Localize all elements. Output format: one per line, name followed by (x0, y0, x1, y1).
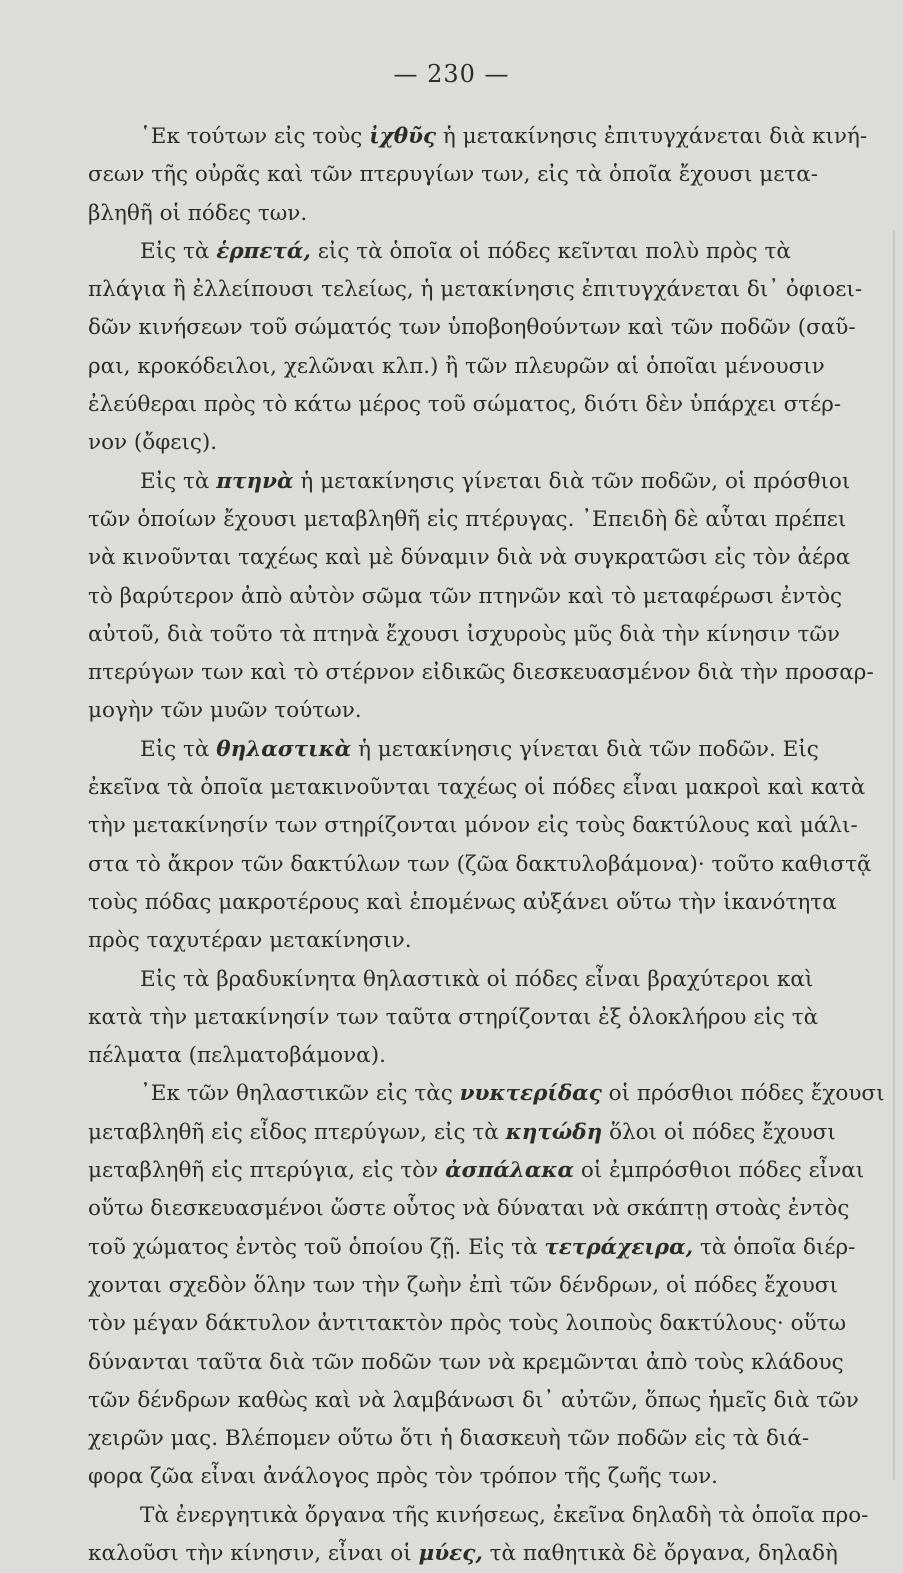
text-line (88, 348, 868, 386)
text-segment: ραι, κροκόδειλοι, χελῶναι κλπ.) ἢ τῶν πλευρῶν αἱ ὁποῖαι μένουσιν (88, 353, 825, 379)
text-line (88, 1458, 868, 1496)
text-line (88, 118, 868, 156)
text-line (88, 195, 868, 233)
text-segment: ὅλοι οἱ πόδες ἔχουσι (602, 1119, 836, 1145)
text-line (88, 1229, 868, 1267)
text-segment: ᾿Εκ τῶν θηλαστικῶν εἰς τὰς (140, 1081, 460, 1107)
text-segment: τοὺς πόδας μακροτέρους καὶ ἑπομένως αὐξάνει οὕτω τὴν ἱκανότητα (88, 889, 837, 915)
text-segment: νον (ὄφεις). (88, 430, 218, 456)
text-segment: καλοῦσι τὴν κίνησιν, εἶναι οἱ (88, 1540, 419, 1566)
text-line (88, 922, 868, 960)
text-segment: πτερύγων των καὶ τὸ στέρνον εἰδικῶς διεσκευασμένον διὰ τὴν προσαρ- (88, 660, 874, 686)
text-line (88, 1152, 868, 1190)
emphasized-term: πτηνὰ (216, 468, 294, 494)
emphasized-term: νυκτερίδας (459, 1081, 602, 1107)
text-segment: ἡ μετακίνησις ἐπιτυγχάνεται διὰ κινή- (436, 124, 868, 149)
text-line (88, 731, 868, 769)
text-line (88, 156, 868, 194)
text-line (88, 692, 868, 730)
text-segment: χειρῶν μας. Βλέπομεν οὕτω ὅτι ἡ διασκευὴ τῶν ποδῶν εἰς τὰ διά- (88, 1426, 810, 1452)
text-line (88, 846, 872, 884)
text-line (88, 1344, 868, 1382)
text-line (88, 1420, 868, 1458)
text-segment: φορα ζῶα εἶναι ἀνάλογος πρὸς τὸν τρόπον τῆς ζωῆς των. (88, 1464, 719, 1490)
text-line (88, 1382, 868, 1420)
text-segment: εἰς τὰ ὁποῖα οἱ πόδες κεῖνται πολὺ πρὸς τὰ (310, 238, 791, 264)
text-segment: οὕτω διεσκευασμένοι ὥστε οὗτος νὰ δύναται νὰ σκάπτῃ στοὰς ἐντὸς (88, 1196, 850, 1222)
text-line (88, 309, 868, 347)
text-line (88, 1305, 868, 1343)
text-segment: τὴν μετακίνησίν των στηρίζονται μόνον εἰς τοὺς δακτύλους καὶ μάλι- (88, 813, 858, 839)
text-line (88, 463, 868, 501)
text-line (88, 1037, 868, 1075)
page-number: — 230 — (393, 60, 510, 88)
text-segment: αὐτοῦ, διὰ τοῦτο τὰ πτηνὰ ἔχουσι ἰσχυροὺς μῦς διὰ τὴν κίνησιν τῶν (88, 621, 840, 647)
text-segment: νὰ κινοῦνται ταχέως καὶ μὲ δύναμιν διὰ νὰ συγκρατῶσι εἰς τὸν ἀέρα (88, 545, 851, 571)
text-line (88, 501, 868, 539)
page-edge-shadow (893, 230, 895, 1480)
text-segment: Τὰ ἐνεργητικὰ ὄργανα τῆς κινήσεως, ἐκεῖνα δηλαδὴ τὰ ὁποῖα προ- (140, 1502, 869, 1528)
text-segment: ἐκεῖνα τὰ ὁποῖα μετακινοῦνται ταχέως οἱ πόδες εἶναι μακροὶ καὶ κατὰ (88, 775, 866, 801)
text-segment: πλάγια ἢ ἐλλείπουσι τελείως, ἡ μετακίνησις ἐπιτυγχάνεται δι᾽ ὀφιοει- (88, 277, 863, 303)
text-segment: βληθῆ οἱ πόδες των. (88, 200, 308, 226)
text-segment: στα τὸ ἄκρον τῶν δακτύλων των (ζῶα δακτυλοβάμονα)· τοῦτο καθιστᾷ (88, 851, 872, 877)
text-line (88, 1190, 868, 1228)
text-segment: οἱ πρόσθιοι πόδες ἔχουσι (601, 1081, 885, 1107)
text-line (88, 999, 868, 1037)
text-line (88, 769, 868, 807)
text-line (88, 1267, 868, 1305)
text-segment: τὸν μέγαν δάκτυλον ἀντιτακτὸν πρὸς τοὺς λοιποὺς δακτύλους· οὕτω (88, 1311, 847, 1337)
text-segment: δῶν κινήσεων τοῦ σώματός των ὑποβοηθούντων καὶ τῶν ποδῶν (σαῦ- (88, 315, 856, 341)
emphasized-term: μύες, (418, 1540, 483, 1566)
text-line (88, 654, 874, 692)
text-segment: Εἰς τὰ (140, 736, 217, 762)
text-segment: κατὰ τὴν μετακίνησίν των ταῦτα στηρίζονται ἐξ ὁλοκλήρου εἰς τὰ (88, 1004, 819, 1030)
text-line (88, 233, 868, 271)
text-segment: πρὸς ταχυτέραν μετακίνησιν. (88, 928, 412, 954)
text-line (88, 539, 868, 577)
text-segment: ῾Εκ τούτων εἰς τοὺς (140, 124, 370, 149)
emphasized-term: ἀσπάλακα (445, 1158, 575, 1184)
text-line (88, 616, 868, 654)
text-segment: ἡ μετακίνησις γίνεται διὰ τῶν ποδῶν, οἱ πρόσθιοι (293, 468, 851, 494)
text-segment: ἡ μετακίνησις γίνεται διὰ τῶν ποδῶν. Εἰς (351, 736, 819, 762)
text-segment: πέλματα (πελματοβάμονα). (88, 1043, 386, 1069)
text-segment: χονται σχεδὸν ὅλην των τὴν ζωὴν ἐπὶ τῶν δένδρων, οἱ πόδες ἔχουσι (88, 1272, 838, 1298)
body-text (88, 118, 885, 1573)
text-segment: τῶν ὁποίων ἔχουσι μεταβληθῆ εἰς πτέρυγας. ᾿Επειδὴ δὲ αὗται πρέπει (88, 506, 847, 532)
text-segment: μεταβληθῆ εἰς πτερύγια, εἰς τὸν (88, 1158, 446, 1184)
text-segment: οἱ ἐμπρόσθιοι πόδες εἶναι (574, 1158, 865, 1184)
text-line (88, 884, 868, 922)
text-segment: μεταβληθῆ εἰς εἶδος πτερύγων, εἰς τὰ (88, 1119, 506, 1145)
text-line (88, 807, 868, 845)
text-segment: τῶν δένδρων καθὼς καὶ νὰ λαμβάνωσι δι᾽ αὐτῶν, ὅπως ἡμεῖς διὰ τῶν (88, 1387, 859, 1413)
text-line (88, 1114, 868, 1152)
text-segment: ἐλεύθεραι πρὸς τὸ κάτω μέρος τοῦ σώματος, διότι δὲν ὑπάρχει στέρ- (88, 392, 842, 418)
text-line (88, 1497, 868, 1535)
text-line (88, 386, 868, 424)
text-line (88, 1535, 868, 1573)
text-line (88, 578, 868, 616)
text-segment: σεων τῆς οὐρᾶς καὶ τῶν πτερυγίων των, εἰς τὰ ὁποῖα ἔχουσι μετα- (88, 162, 819, 188)
text-segment: τοῦ χώματος ἐντὸς τοῦ ὁποίου ζῇ. Εἰς τὰ (88, 1234, 545, 1260)
emphasized-term: θηλαστικὰ (216, 736, 352, 762)
text-segment: Εἰς τὰ (140, 468, 217, 494)
text-line (88, 424, 868, 462)
text-segment: μογὴν τῶν μυῶν τούτων. (88, 698, 362, 724)
emphasized-term: ἑρπετά, (216, 238, 311, 264)
text-line (88, 271, 868, 309)
text-line (88, 961, 868, 999)
text-segment: τὸ βαρύτερον ἀπὸ αὐτὸν σῶμα τῶν πτηνῶν καὶ τὸ μεταφέρωσι ἐντὸς (88, 583, 843, 609)
text-segment: Εἰς τὰ βραδυκίνητα θηλαστικὰ οἱ πόδες εἶναι βραχύτεροι καὶ (140, 966, 814, 992)
emphasized-term: ἰχθῦς (369, 124, 437, 149)
text-line (88, 1075, 885, 1113)
text-segment: Εἰς τὰ (140, 238, 217, 264)
text-segment: τὰ παθητικὰ δὲ ὄργανα, δηλαδὴ (482, 1540, 838, 1566)
emphasized-term: κητώδη (505, 1119, 603, 1145)
text-segment: τὰ ὁποῖα διέρ- (693, 1234, 856, 1260)
emphasized-term: τετράχειρα, (544, 1234, 694, 1260)
text-segment: δύνανται ταῦτα διὰ τῶν ποδῶν των νὰ κρεμῶνται ἀπὸ τοὺς κλάδους (88, 1349, 844, 1375)
